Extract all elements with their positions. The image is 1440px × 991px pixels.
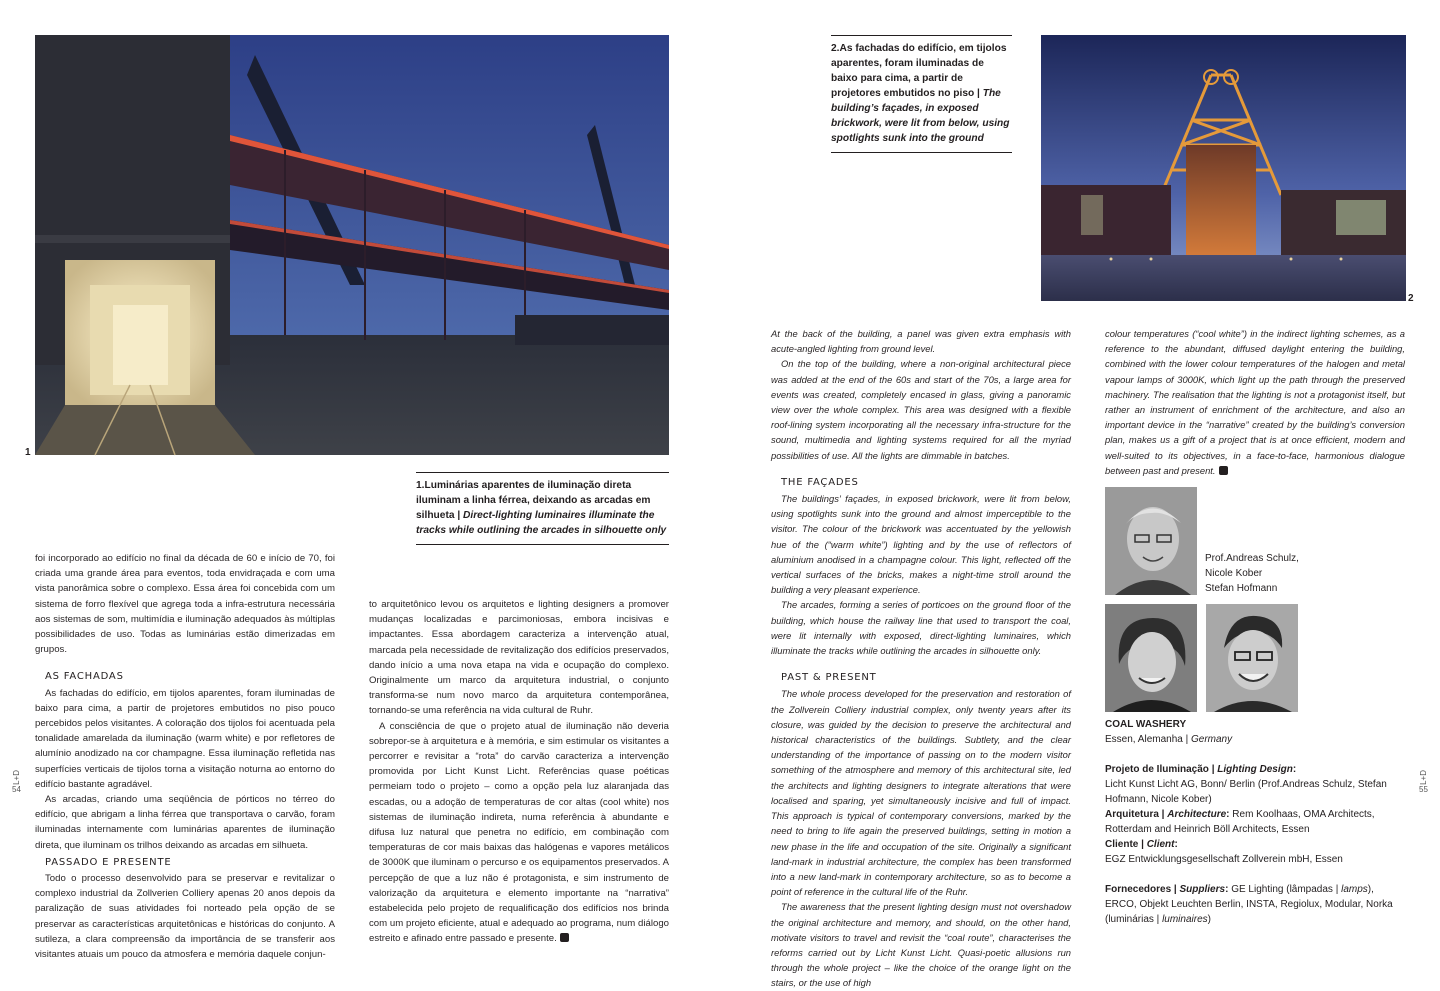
pt-heading-passado: PASSADO E PRESENTE xyxy=(45,856,172,868)
pt-column-2 xyxy=(369,597,669,947)
pt-paragraph: As arcadas, criando uma seqüência de pórticos no térreo do edifício, que abrigam a linha férrea que transportava o carvão, foram iluminadas internamente com luminárias aparentes de iluminação direta, que iluminam os trilhos deixando as arcadas em silhueta. xyxy=(35,794,335,851)
pt-paragraph: to arquitetônico levou os arquitetos e lighting designers a promover mudanças localizadas e parcimoniosas, embora incisivas e impactantes. Essa abordagem caracteriza a intervenção atual, marcada pela necessidade de revitalização dos edifícios preservados, dando início a uma nova etapa na vida e ocupação do complexo. Originalmente um marco da arquitetura industrial, o conjunto transforma-se num novo marco da arquitetura contemporânea, tornando-se uma referência na vida cultural de Ruhr. xyxy=(369,599,669,717)
suppliers-value: ) xyxy=(1207,914,1211,925)
pt-heading-fachadas: AS FACHADAS xyxy=(45,671,124,683)
portrait-andreas-schulz xyxy=(1105,487,1197,595)
end-of-article-icon xyxy=(1219,466,1228,475)
left-magazine-mark: L+D xyxy=(12,770,21,785)
suppliers-value-en: luminaires xyxy=(1162,914,1208,925)
lighting-design-value: Licht Kunst Licht AG, Bonn/ Berlin (Prof.Andreas Schulz, Stefan Hofmann, Nicole Kober) xyxy=(1105,779,1387,805)
suppliers-value: GE Lighting (lâmpadas | xyxy=(1231,884,1339,895)
en-column-2 xyxy=(1105,326,1405,478)
lighting-design-label-en: Lighting Design xyxy=(1217,764,1293,775)
architecture-value: Rem Koolhaas, OMA Architects, Rotterdam and Heinrich Böll Architects, Essen xyxy=(1105,809,1375,835)
pt-column-1 xyxy=(35,551,335,962)
right-magazine-mark: L+D xyxy=(1419,770,1428,785)
en-paragraph: colour temperatures (“cool white”) in the indirect lighting schemes, as a reference to the abundant, diffused daylight entering the building, combined with the lower colour temperatures of the halogen and metal vapour lamps of 3000K, which light up the path through the preserved machinery. The realisation that the lighting is not a protagonist itself, but rather an instrument of enrichment of the architecture, and also an important device in the “narrative” created by the building’s conversion plan, makes us a gift of a project that is at once efficient, modern and well-suited to its objectives, in a face-to-face, harmonious dialogue between past and present. xyxy=(1105,328,1405,476)
en-paragraph: The whole process developed for the preservation and restoration of the Zollverein Colliery industrial complex, only twenty years after its closure, was guided by the decision to preserve the architectural and historical characteristics of the buildings. Subtlety, and the clear understanding of the importance of passing on to the modern visitor something of the atmosphere and memory of this architectural site, led the architects and lighting designers to integrate alterations that were localised and sparing, yet simultaneously incisive and full of impact. This approach is typical of contemporary conversions, marked by the need to bring to life again the preserved buildings, setting in motion a new phase in the life and occupation of the site. Originally a significant land-mark in industrial architecture, the complex has been transformed into a new land-mark in contemporary architecture, so as to become a point of reference in the cultural life of the Ruhr. xyxy=(771,688,1071,898)
en-paragraph: On the top of the building, where a non-original architectural piece was added at the end of the 60s and start of the 70s, a large area for events was created, completely encased in glass, giving a panoramic view over the whole complex. This area was designed with a flexible roof-lining system incorporating all the necessary infra-structure for the sound, multimedia and lighting systems required for all the myriad possibilities of use. All the lights are dimmable in batches. xyxy=(771,358,1071,461)
figure-2-image xyxy=(1041,35,1406,301)
figure-2-caption-en: The building’s façades, in exposed brickwork, were lit from below, using spotlights sunk into the ground xyxy=(831,88,1010,144)
suppliers-label-en: Suppliers xyxy=(1179,884,1226,895)
portrait-image xyxy=(1105,604,1197,712)
figure-2-photo xyxy=(1041,35,1406,301)
suppliers-value-en: lamps xyxy=(1341,884,1368,895)
client-label-en: Client xyxy=(1146,839,1175,850)
portrait-image xyxy=(1105,487,1197,595)
en-paragraph: The arcades, forming a series of porticoes on the ground floor of the building, which house the railway line that used to transport the coal, were lit internally with exposed, direct-lighting luminaires, which illuminate the tracks while outlining the arcades in silhouette only. xyxy=(771,599,1071,657)
en-heading-facades: THE FAÇADES xyxy=(781,476,859,488)
pt-paragraph: A consciência de que o projeto atual de iluminação não deveria sobrepor-se à arquitetura e à memória, e sim estimular os visitantes a percorrer e revisitar a “rota” do carvão caracteriza a intervenção promovida por Licht Kunst Licht. Referências quase poéticas permeiam todo o projeto – como a opção pela luz alaranjada das escadas, ou a adoção de temperaturas de cor altas (cool white) nos sistemas de iluminação indireta, numa referência à abundante e difusa luz natural que penetra no edifício, em combinação com temperaturas de cor mais baixas das halógenas e vapores metálicos de 3000K que iluminam o percurso e os equipamentos preservados. A percepção de que a luz não é protagonista, e sim instrumento de valorização da arquitetura e elemento importante na “narrativa” estabelecida pelo projeto de requalificação dos edifícios nos brinda com um projeto eficiente, atual e adequado ao programa, num diálogo estreito e afinado entre passado e presente. xyxy=(369,720,669,945)
end-of-article-icon xyxy=(560,933,569,942)
client-value: EGZ Entwicklungsgesellschaft Zollverein mbH, Essen xyxy=(1105,854,1343,865)
figure-2-caption-pt: 2.As fachadas do edifício, em tijolos aparentes, foram iluminadas de baixo para cima, a partir de projetores embutidos no piso | xyxy=(831,43,1007,99)
suppliers-label: Fornecedores | xyxy=(1105,884,1177,895)
left-folio xyxy=(12,770,21,794)
right-page-number: 55 xyxy=(1419,784,1428,794)
designer-name: Stefan Hofmann xyxy=(1205,583,1278,594)
figure-1-caption xyxy=(416,472,669,545)
designer-name: Nicole Kober xyxy=(1205,568,1263,579)
en-column-1 xyxy=(771,326,1071,991)
pt-paragraph: foi incorporado ao edifício no final da década de 60 e início de 70, foi criada uma grande área para eventos, toda envidraçada e com uma vista panorâmica sobre o complexo. Essa área foi concebida com um sistema de forro flexível que agrega toda a infra-estrutura necessária aos sistemas de som, multimídia e iluminação adequados às múltiplas possibilidades de uso. Todas as luminárias estão dimerizadas em grupos. xyxy=(35,553,335,656)
project-location-en: Germany xyxy=(1190,734,1233,745)
client-label: Cliente | xyxy=(1105,839,1144,850)
project-location: Essen, Alemanha | xyxy=(1105,734,1189,745)
figure-1-number: 1 xyxy=(25,447,31,458)
figure-1-caption-en: Direct-lighting luminaires illuminate the tracks while outlining the arcades in silhouette only xyxy=(416,510,667,536)
suppliers-value: ), ERCO, Objekt Leuchten Berlin, INSTA, Regiolux, Modular, Norka (luminárias | xyxy=(1105,884,1393,925)
figure-1-caption-pt: 1.Luminárias aparentes de iluminação direta iluminam a linha férrea, deixando as arcadas em silhueta | xyxy=(416,480,651,521)
portrait-stefan-hofmann xyxy=(1206,604,1298,712)
en-heading-past: PAST & PRESENT xyxy=(781,672,877,684)
en-paragraph: The buildings’ façades, in exposed brickwork, were lit from below, using spotlights sunk into the ground and almost imperceptible to the visitor. The colour of the brickwork was accentuated by the yellowish hue of the (“warm white”) lighting and by the use of reflectors of aluminium anodised in a champagne colour. This light, reflected off the vertical surfaces of the bricks, makes a night-time stroll around the building a very pleasant experience. xyxy=(771,493,1071,596)
pt-paragraph: As fachadas do edifício, em tijolos aparentes, foram iluminadas de baixo para cima, a partir de projetores embutidos no piso pouco percebidos pelos visitantes. A coloração dos tijolos foi acentuada pela tonalidade amarelada da iluminação (warm white) e por refletores de alumínio anodizado na cor champagne. Essa iluminação refletida nas superfícies verticais de tijolos torna a visitação noturna ao entorno do edifício bastante agradável. xyxy=(35,687,335,790)
en-paragraph: The awareness that the present lighting design must not overshadow the original architecture and memory, and should, on the other hand, motivate visitors to travel and revisit the “coal route”, characterises the reforms carried out by Licht Kunst Licht. Quasi-poetic allusions run through the whole project – like the choice of the orange light on the stairs, or the use of high xyxy=(771,901,1071,989)
lighting-design-label: Projeto de Iluminação | xyxy=(1105,764,1215,775)
designer-name: Prof.Andreas Schulz, xyxy=(1205,553,1299,564)
figure-1-photo xyxy=(35,35,669,455)
right-folio xyxy=(1419,770,1428,794)
project-title: COAL WASHERY xyxy=(1105,719,1187,730)
project-credits: COAL WASHERY Essen, Alemanha | Germany Projeto de Iluminação | Lighting Design: Licht Kunst Licht AG, Bonn/ Berlin (Prof.Andreas Schulz, Stefan Hofmann, Nicole Kober) Arquitetura | Architecture: Rem Koolhaas, OMA Architects, Rotterdam and Heinrich Böll Architects, Essen Cliente | Client: EGZ Entwicklungsgesellschaft Zollverein mbH, Essen Fornecedores | Suppliers: GE Lighting (lâmpadas | lamps), ERCO, Objekt Leuchten Berlin, INSTA, Regiolux, Modular, Norka (luminárias | luminaires) xyxy=(1105,717,1405,927)
designer-names xyxy=(1205,551,1299,596)
figure-2-caption xyxy=(831,35,1012,153)
figure-1-image xyxy=(35,35,669,455)
left-page-number: 54 xyxy=(12,784,21,794)
pt-paragraph: Todo o processo desenvolvido para se preservar e revitalizar o complexo industrial da Zollverien Colliery apenas 20 anos depois da paralização de suas atividades foi norteado pela opção de se preservar as características arquitetônicas e históricas do conjunto. A sutileza, a clara compreensão da importância de se transferir aos visitantes atuais um pouco da atmosfera e memória daquele conjun- xyxy=(35,873,335,961)
en-paragraph: At the back of the building, a panel was given extra emphasis with acute-angled lighting from ground level. xyxy=(771,328,1071,355)
portrait-nicole-kober xyxy=(1105,604,1197,712)
architecture-label: Arquitetura | xyxy=(1105,809,1165,820)
figure-2-number: 2 xyxy=(1408,293,1414,304)
architecture-label-en: Architecture xyxy=(1167,809,1227,820)
portrait-image xyxy=(1206,604,1298,712)
